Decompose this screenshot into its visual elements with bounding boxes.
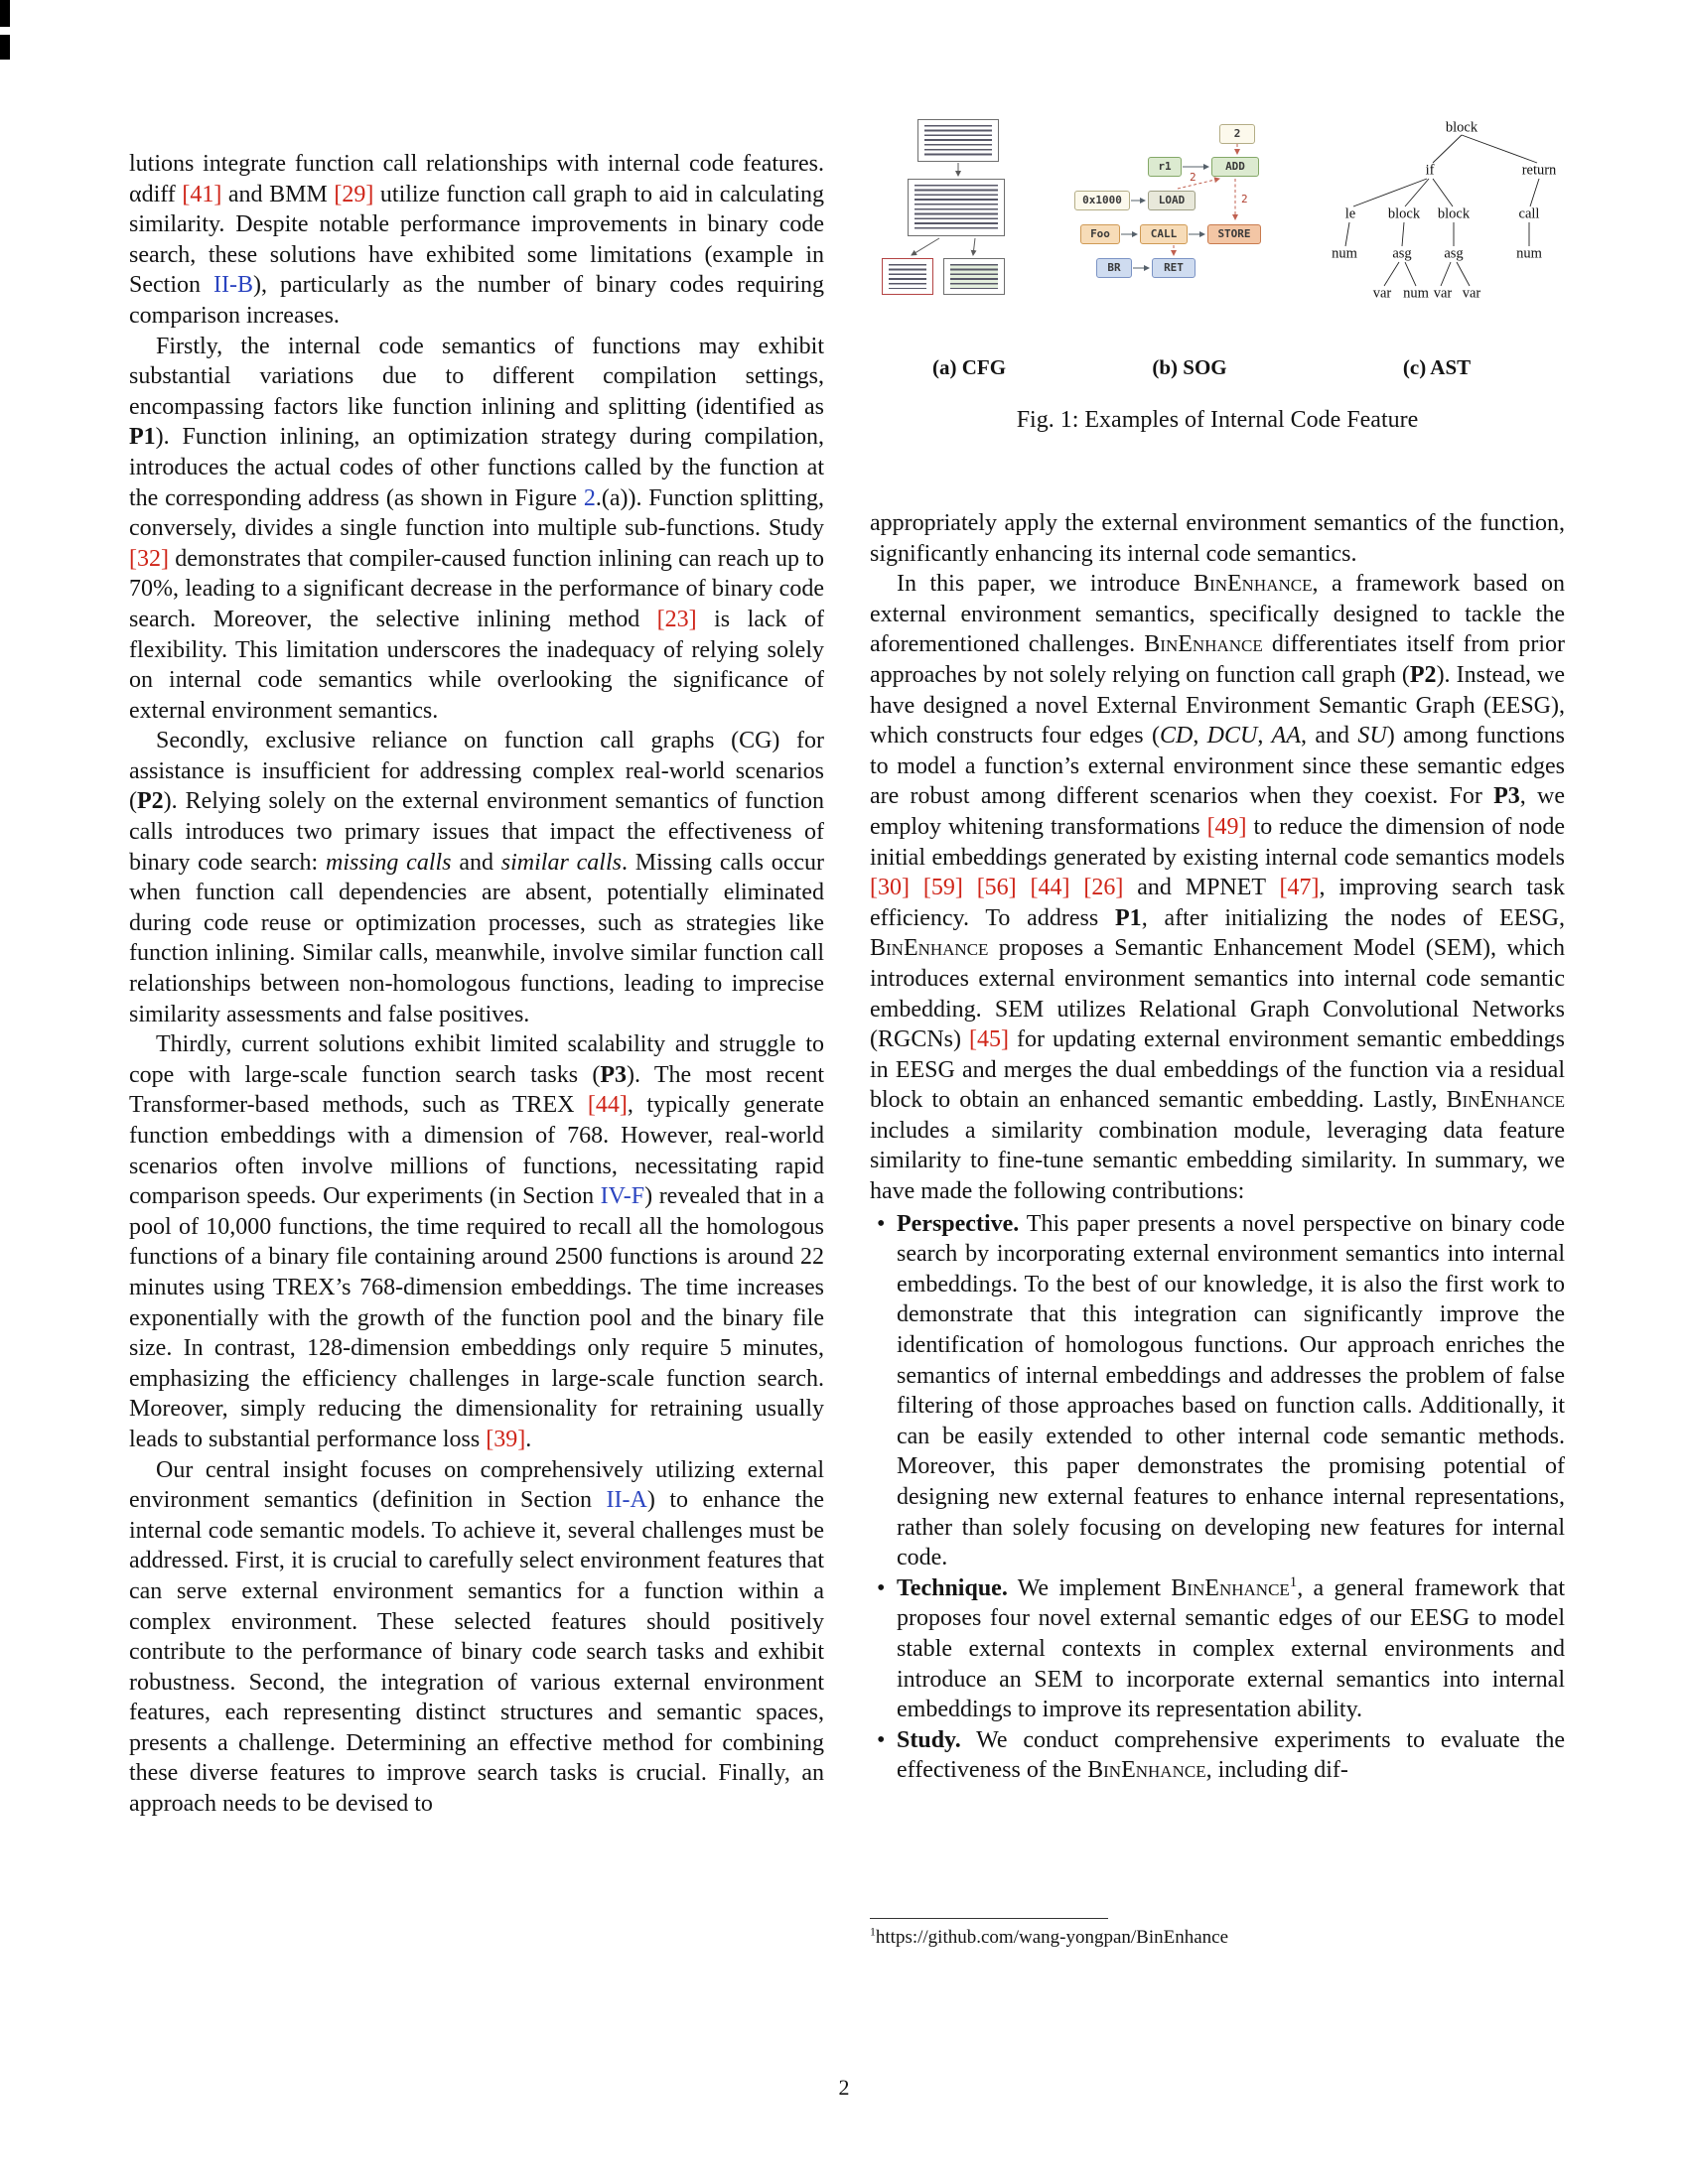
citation-link[interactable]: [30] xyxy=(870,875,910,901)
ast-node-asg: asg xyxy=(1444,245,1464,262)
sog-node-store: STORE xyxy=(1207,224,1261,244)
ast-node-num: num xyxy=(1403,285,1429,302)
figure-1-caption: Fig. 1: Examples of Internal Code Feature xyxy=(1016,407,1419,433)
paragraph-binenhance-intro: In this paper, we introduce BinEnhance, a framework based on external environment semantics, specifically designed to tackle the aforementioned challenges. BinEnhance differentiates itself from prior approaches by not solely relying on function call graph (P2). Instead, we have designed a novel External Environment Semantic Graph (EESG), which constructs four edges (CD, DCU, AA, and SU) among functions to model a function’s external environment since these semantic edges are robust among different scenarios when they coexist. For P3, we employ whitening transformations [49] to reduce the dimension of node initial embeddings generated by existing internal code semantics models [30] [59] [56] [44] [26] and MPNET [47], improving search task efficiency. To address P1, after initializing the nodes of EESG, BinEnhance proposes a Semantic Enhancement Model (SEM), which introduces external environment semantics into internal code semantic embedding. SEM utilizes Relational Graph Convolutional Networks (RGCNs) [45] for updating external environment semantic embeddings in EESG and merges the dual embeddings of the function via a residual block to obtain an enhanced semantic embedding. Lastly, BinEnhance includes a similarity combination module, leveraging data feature similarity to fine-tune semantic embedding similarity. In summary, we have made the following contributions: xyxy=(870,571,1566,1205)
paragraph-firstly: Firstly, the internal code semantics of functions may exhibit substantial variations due to different compilation settings, encompassing factors like function inlining and splitting (identified as P1). Function inlining, an optimization strategy during compilation, introduces the actual codes of other functions called by the function at the corresponding address (as shown in Figure 2.(a)). Function splitting, conversely, divides a single function into multiple sub-functions. Study [32] demonstrates that compiler-caused function inlining can reach up to 70%, leading to a significant decrease in the performance of binary code search. Moreover, the selective inlining method [23] is lack of flexibility. This limitation underscores the inadequacy of relying solely on internal code semantics while overlooking the significance of external environment semantics. xyxy=(129,333,824,724)
footnote xyxy=(870,1918,1565,1949)
citation-link[interactable]: [41] xyxy=(182,181,222,207)
figure-1a-cfg xyxy=(878,117,1066,331)
figure-1b-sog xyxy=(1070,117,1309,331)
sog-node-ret: RET xyxy=(1152,258,1196,278)
ast-node-block: block xyxy=(1445,119,1478,136)
cfg-basic-block xyxy=(908,179,1005,236)
paragraph-secondly: Secondly, exclusive reliance on function call graphs (CG) for assistance is insufficient for addressing complex real-world scenarios (P2). Relying solely on the external environment semantics of function calls introduces two primary issues that impact the effectiveness of binary code search: missing calls and similar calls. Missing calls occur when function call dependencies are absent, potentially eliminated during code reuse or optimization processes, such as strategies like function inlining. Similar calls, meanwhile, involve similar function call relationships between non-homologous functions, leading to imprecise similarity assessments and false positives. xyxy=(129,728,825,1027)
ast-node-num: num xyxy=(1516,245,1542,262)
section-link[interactable]: II-A xyxy=(606,1487,647,1514)
sog-node-const: 2 xyxy=(1219,124,1255,144)
citation-link[interactable]: [56] xyxy=(976,875,1017,901)
citation-link[interactable]: [45] xyxy=(969,1026,1010,1053)
ast-node-var: var xyxy=(1372,285,1392,302)
cfg-basic-block xyxy=(917,119,999,162)
scan-artifact xyxy=(0,0,10,27)
citation-link[interactable]: [47] xyxy=(1279,875,1320,901)
sog-node-br: BR xyxy=(1096,258,1132,278)
citation-link[interactable]: [49] xyxy=(1206,813,1247,840)
sog-edge-label: 2 xyxy=(1241,193,1248,205)
figure-1 xyxy=(870,107,1565,400)
ast-node-le: le xyxy=(1344,205,1356,222)
left-column xyxy=(129,149,824,1820)
sog-node-address: 0x1000 xyxy=(1074,191,1130,210)
ast-node-num: num xyxy=(1332,245,1357,262)
ast-node-if: if xyxy=(1425,162,1435,179)
ast-node-var: var xyxy=(1462,285,1481,302)
scan-artifact xyxy=(0,35,10,60)
sog-node-r1: r1 xyxy=(1148,157,1182,177)
paragraph-thirdly: Thirdly, current solutions exhibit limited scalability and struggle to cope with large-scale function search tasks (P3). The most recent Transformer-based methods, such as TREX [44], typically generate function embeddings with a dimension of 768. However, real-world scenarios often involve millions of functions, necessitating rapid comparison speeds. Our experiments (in Section IV-F) revealed that in a pool of 10,000 functions, the time required to recall all the homologous functions of a binary file containing around 2500 functions is around 22 minutes using TREX’s 768-dimension embeddings. The time increases exponentially with the growth of the function pool and the binary file size. In contrast, 128-dimension embeddings only require 5 minutes, emphasizing the efficiency challenges in large-scale function search. Moreover, simply reducing the dimensionality for retraining usually leads to substantial performance loss [39]. xyxy=(129,1031,825,1452)
paragraph-continuation: lutions integrate function call relationships with internal code features. αdiff [41] and BMM [29] utilize function call graph to aid in calculating similarity. Despite notable performance improvements in binary code search, these solutions have exhibited some limitations (example in Section II-B), particularly as the number of binary codes requiring comparison increases. xyxy=(129,151,824,329)
cfg-basic-block xyxy=(882,258,933,295)
subfigure-label-a: (a) CFG xyxy=(931,355,1007,379)
citation-link[interactable]: [29] xyxy=(334,181,374,207)
citation-link[interactable]: [26] xyxy=(1083,875,1124,901)
ast-node-asg: asg xyxy=(1392,245,1412,262)
ast-node-var: var xyxy=(1433,285,1453,302)
contributions-list xyxy=(870,1209,1565,1786)
subfigure-label-b: (b) SOG xyxy=(1152,355,1227,379)
page-number: 2 xyxy=(838,2075,850,2100)
footnote-link[interactable]: $^1$https://github.com/wang-yongpan/BinEnhance xyxy=(870,1925,1229,1948)
sog-edge-label: 2 xyxy=(1190,171,1196,184)
cfg-basic-block xyxy=(943,258,1005,295)
sog-node-add: ADD xyxy=(1211,157,1259,177)
sog-node-load: LOAD xyxy=(1148,191,1196,210)
citation-link[interactable]: [32] xyxy=(129,545,169,572)
ast-node-return: return xyxy=(1521,162,1557,179)
citation-link[interactable]: [59] xyxy=(922,875,963,901)
paragraph-central-insight: Our central insight focuses on comprehensively utilizing external environment semantics (definition in Section II-A) to enhance the internal code semantic models. To achieve it, several challenges must be addressed. First, it is crucial to carefully select environment features that can serve external environment semantics for a function within a complex environment. These selected features should positively contribute to the performance of binary code search tasks and exhibit robustness. Second, the integration of various external environment features, each representing distinct structures and semantic spaces, presents a challenge. Determining an effective method for combining these diverse features to improve search tasks is crucial. Finally, an approach needs to be devised to xyxy=(129,1456,825,1818)
section-link[interactable]: IV-F xyxy=(600,1183,645,1210)
footnote-rule xyxy=(870,1918,1108,1919)
right-column xyxy=(870,508,1565,1786)
ast-node-block: block xyxy=(1387,205,1421,222)
figure-1c-ast xyxy=(1313,115,1561,332)
section-link[interactable]: 2 xyxy=(583,484,596,511)
citation-link[interactable]: [23] xyxy=(656,606,697,632)
citation-link[interactable]: [39] xyxy=(486,1426,526,1452)
section-link[interactable]: II-B xyxy=(212,272,253,299)
subfigure-label-c: (c) AST xyxy=(1402,355,1472,379)
sog-node-foo: Foo xyxy=(1080,224,1120,244)
contribution-study: • Study. We conduct comprehensive experiments to evaluate the effectiveness of the BinEnhance, including dif- xyxy=(870,1725,1565,1786)
contribution-technique: • Technique. We implement BinEnhance$^1$, a general framework that proposes four novel external semantic edges of our EESG to model stable external contexts in complex external environments and introduce an SEM to incorporate external semantics into internal embeddings to improve its representation ability. xyxy=(870,1573,1565,1725)
citation-link[interactable]: [44] xyxy=(1030,875,1070,901)
citation-link[interactable]: [44] xyxy=(587,1092,628,1119)
contribution-perspective: • Perspective. This paper presents a novel perspective on binary code search by incorporating external environment semantics into internal embeddings. To the best of our knowledge, it is also the first work to demonstrate that this integration can significantly improve the identification of homologous functions. Our approach enriches the semantics of internal embeddings and addresses the problem of false filtering of those approaches based on function calls. Additionally, it can be easily extended to other internal code semantic methods. Moreover, this paper demonstrates the promising potential of designing new external features to enhance internal representations, rather than solely focusing on developing new features for internal code. xyxy=(870,1209,1565,1573)
sog-node-call: CALL xyxy=(1140,224,1188,244)
paragraph-continuation: appropriately apply the external environment semantics of the function, significantly enhancing its internal code semantics. xyxy=(870,510,1565,567)
ast-node-block: block xyxy=(1437,205,1471,222)
ast-node-call: call xyxy=(1518,205,1540,222)
